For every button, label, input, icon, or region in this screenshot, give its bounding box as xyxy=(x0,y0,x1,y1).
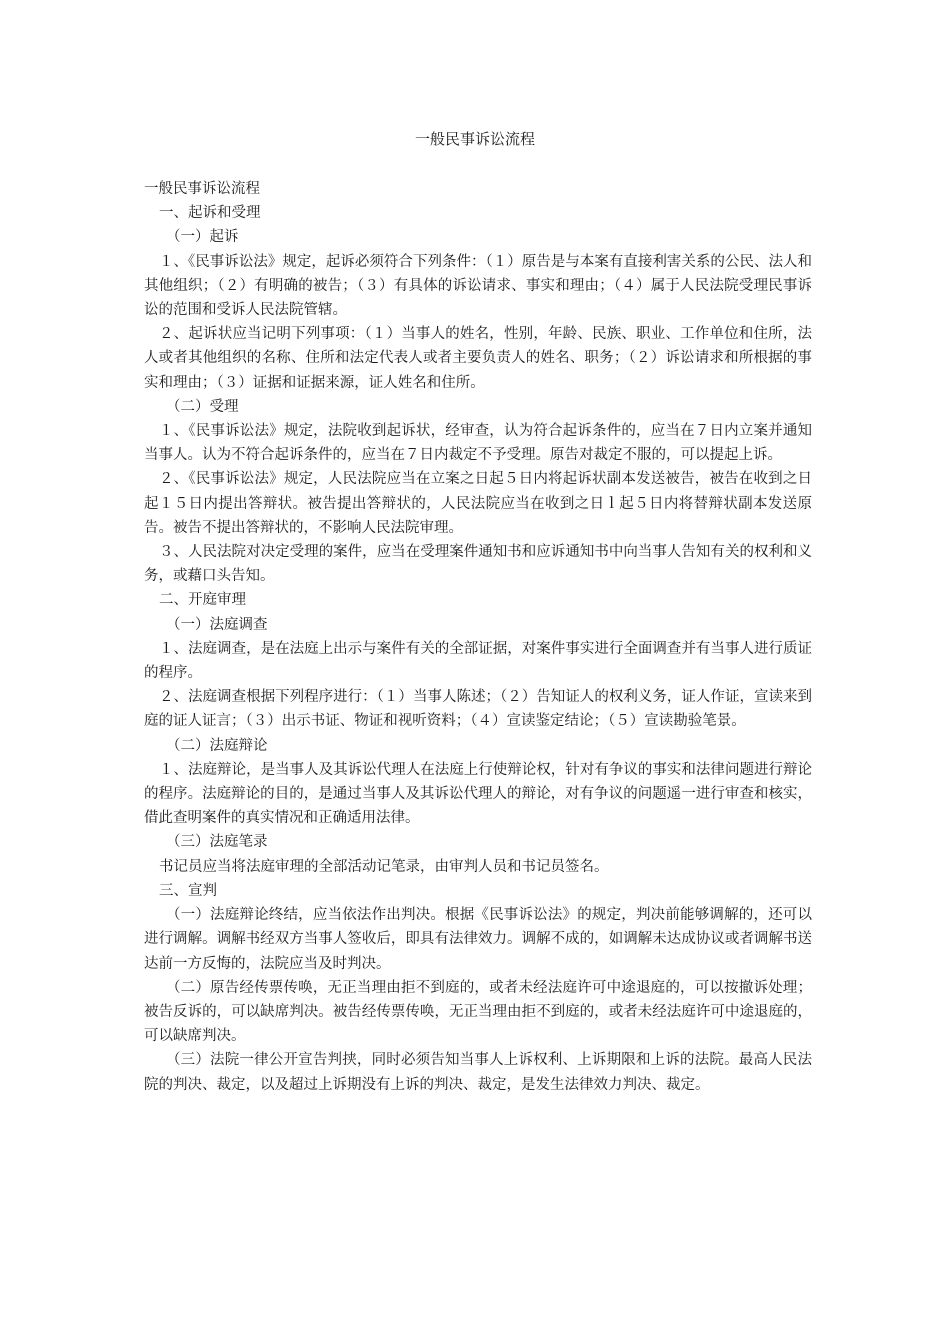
body-paragraph: ３、人民法院对决定受理的案件，应当在受理案件通知书和应诉通知书中向当事人告知有关的权利和义务，或藉口头告知。 xyxy=(144,544,812,585)
body-paragraph: １、《民事诉讼法》规定，法院收到起诉状，经审查，认为符合起诉条件的，应当在７日内立案并通知当事人。认为不符合起诉条件的，应当在７日内裁定不予受理。原告对裁定不服的，可以提起上诉。 xyxy=(144,423,812,464)
section-heading: （三）法庭笔录 xyxy=(166,834,268,851)
body-paragraph: ２、《民事诉讼法》规定，人民法院应当在立案之日起５日内将起诉状副本发送被告，被告在收到之日起１５日内提出答辩状。被告提出答辩状的，人民法院应当在收到之日ｌ起５日内将替辩状副本发送原告。被告不提出答辩状的，不影响人民法院审理。 xyxy=(144,471,812,536)
document-title: 一般民事诉讼流程 xyxy=(414,130,535,148)
section-heading: （一）法庭调查 xyxy=(166,616,268,633)
body-paragraph: （三）法院一律公开宣告判挟，同时必须告知当事人上诉权利、上诉期限和上诉的法院。最高人民法院的判决、裁定，以及超过上诉期没有上诉的判决、裁定，是发生法律效力判决、裁定。 xyxy=(144,1052,812,1093)
body-paragraph: １、《民事诉讼法》规定，起诉必须符合下列条件：（１）原告是与本案有直接利害关系的公民、法人和其他组织；（２）有明确的被告；（３）有具体的诉讼请求、事实和理由；（４）属于人民法院受理民事诉讼的范围和受诉人民法院管辖。 xyxy=(144,253,812,319)
section-heading: 二、开庭审理 xyxy=(159,592,246,609)
body-paragraph: ２、法庭调查根据下列程序进行：（１）当事人陈述；（２）告知证人的权利义务，证人作证，宣读来到庭的证人证言；（３）出示书证、物证和视听资料；（４）宣读鉴定结论；（５）宣读勘验笔景。 xyxy=(144,689,812,730)
body-paragraph: １、法庭调查，是在法庭上出示与案件有关的全部证据，对案件事实进行全面调查并有当事人进行质证的程序。 xyxy=(144,640,812,682)
body-paragraph: （二）原告经传票传唤，无正当理由拒不到庭的，或者未经法庭许可中途退庭的，可以按撤诉处理；被告反诉的，可以缺席判决。被告经传票传唤，无正当理由拒不到庭的，或者未经法庭许可中途退庭的，可以缺席判决。 xyxy=(144,979,812,1045)
body-paragraph: １、法庭辩论，是当事人及其诉讼代理人在法庭上行使辩论权，针对有争议的事实和法律问题进行辩论的程序。法庭辩论的目的，是通过当事人及其诉讼代理人的辩论，对有争议的问题遥一进行审查和核实，借此查明案件的真实情况和正确适用法律。 xyxy=(144,761,812,827)
section-heading: （二）法庭辩论 xyxy=(166,737,268,754)
section-heading: 一般民事诉讼流程 xyxy=(144,181,260,197)
body-paragraph: ２、起诉状应当记明下列事项：（１）当事人的姓名，性别，年龄、民族、职业、工作单位和住所，法人或者其他组织的名称、住所和法定代表人或者主要负责人的姓名、职务；（２）诉讼请求和所根据的事实和理由；（３）证据和证据来源，证人姓名和住所。 xyxy=(144,326,812,391)
section-heading: （二）受理 xyxy=(166,398,239,415)
document-body xyxy=(144,177,812,1097)
body-paragraph: （一）法庭辩论终结，应当依法作出判决。根据《民事诉讼法》的规定，判决前能够调解的，还可以进行调解。调解书经双方当事人签收后，即具有法律效力。调解不成的，如调解未达成协议或者调解书送达前一方反悔的，法院应当及时判决。 xyxy=(144,907,812,972)
section-heading: 三、宣判 xyxy=(159,882,217,899)
section-heading: 一、起诉和受理 xyxy=(159,205,261,222)
section-heading: （一）起诉 xyxy=(166,229,239,246)
body-paragraph: 书记员应当将法庭审理的全部活动记笔录，由审判人员和书记员签名。 xyxy=(159,858,609,875)
